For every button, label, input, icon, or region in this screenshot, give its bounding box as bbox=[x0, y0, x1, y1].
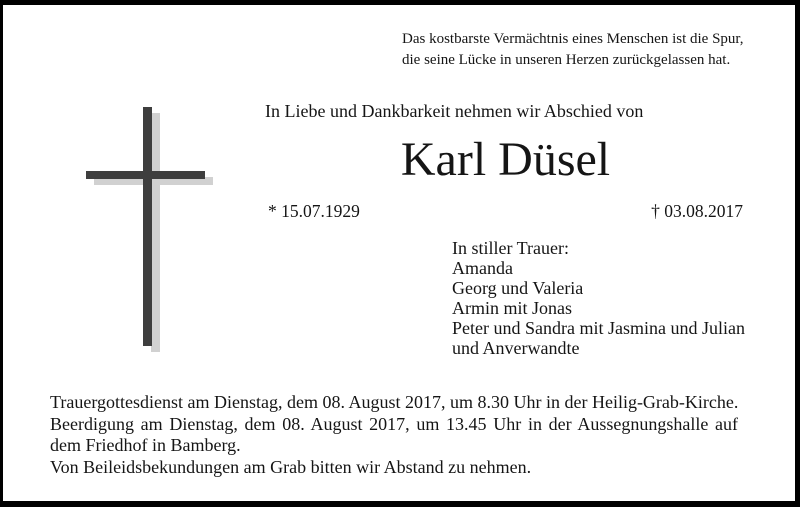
epigraph-line-1: Das kostbarste Vermächtnis eines Menschen ist die Spur, bbox=[402, 31, 744, 47]
death-dagger-symbol: † bbox=[651, 201, 660, 221]
deceased-name: Karl Düsel bbox=[400, 133, 611, 186]
cross-shadow-vertical bbox=[151, 113, 160, 352]
funeral-line: dem Friedhof in Bamberg. bbox=[50, 435, 241, 456]
birth-star-symbol: * bbox=[268, 201, 277, 221]
funeral-line: Beerdigung am Dienstag, dem 08. August 2017, um 13.45 Uhr in der Aussegnungshalle auf bbox=[50, 413, 739, 434]
mourners-list bbox=[452, 238, 745, 358]
funeral-line: Von Beileidsbekundungen am Grab bitten wir Abstand zu nehmen. bbox=[50, 456, 532, 477]
death-date bbox=[651, 201, 743, 222]
mourner-line: Armin mit Jonas bbox=[452, 298, 572, 318]
cross-bar-vertical bbox=[143, 107, 152, 346]
farewell-intro: In Liebe und Dankbarkeit nehmen wir Abschied von bbox=[265, 101, 644, 121]
life-dates bbox=[268, 201, 743, 222]
mourner-line: und Anverwandte bbox=[452, 338, 580, 358]
funeral-line: Trauergottesdienst am Dienstag, dem 08. August 2017, um 8.30 Uhr in der Heilig-Grab-Kirche. bbox=[50, 392, 739, 412]
birth-date bbox=[268, 201, 360, 222]
cross-bar-horizontal bbox=[86, 171, 205, 179]
birth-date-value: 15.07.1929 bbox=[281, 201, 360, 221]
death-date-value: 03.08.2017 bbox=[664, 201, 743, 221]
epigraph-line-2: die seine Lücke in unseren Herzen zurückgelassen hat. bbox=[402, 52, 731, 68]
mourner-line: Amanda bbox=[452, 258, 513, 278]
funeral-details bbox=[50, 392, 750, 478]
mourners-heading: In stiller Trauer: bbox=[452, 238, 569, 258]
mourner-line: Georg und Valeria bbox=[452, 278, 584, 298]
mourner-line: Peter und Sandra mit Jasmina und Julian bbox=[452, 318, 745, 338]
epigraph bbox=[402, 29, 744, 71]
